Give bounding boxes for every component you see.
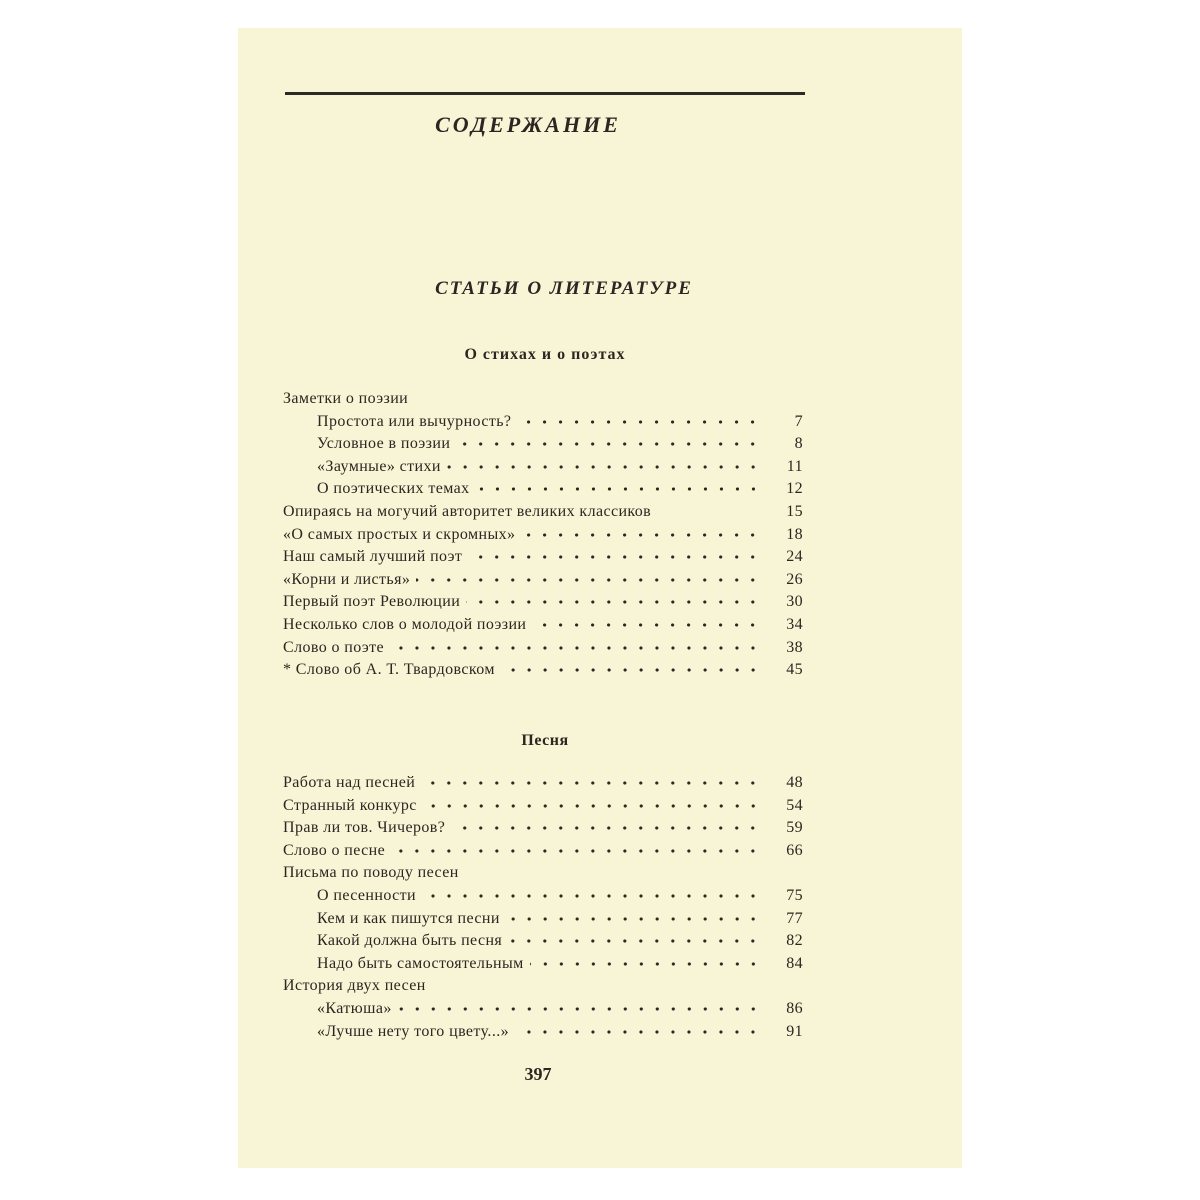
dot-leader — [451, 824, 761, 832]
toc-entry-label: Надо быть самостоятельным — [317, 954, 524, 972]
dot-leader — [506, 915, 761, 923]
toc-entry — [283, 998, 803, 1021]
toc-page-number: 54 — [786, 796, 803, 814]
toc-entry — [283, 840, 803, 863]
top-rule — [285, 92, 805, 95]
dot-leader — [508, 937, 761, 945]
toc-entry — [283, 862, 803, 885]
toc-entry-label: Наш самый лучший поэт — [283, 548, 463, 566]
toc-page-number: 11 — [786, 457, 803, 475]
toc-entry — [283, 433, 803, 456]
toc-entry — [283, 1021, 803, 1044]
dot-leader — [532, 621, 761, 629]
toc-page-number: 59 — [786, 819, 803, 837]
toc-entry-label: «О самых простых и скромных» — [283, 525, 516, 543]
toc-page-number: 24 — [786, 548, 803, 566]
toc-entry-label: Письма по поводу песен — [283, 864, 459, 882]
toc-entry-label: Работа над песней — [283, 774, 416, 791]
toc-page-number: 8 — [794, 435, 803, 453]
subsection-heading-song: Песня — [521, 732, 569, 749]
toc-list-song — [283, 772, 803, 1043]
toc-entry — [283, 953, 803, 976]
toc-entry — [283, 591, 803, 614]
dot-leader — [530, 960, 761, 968]
toc-entry — [283, 795, 803, 818]
toc-entry-label: Несколько слов о молодой поэзии — [283, 615, 527, 633]
toc-entry-label: О поэтических темах — [317, 480, 470, 498]
dot-leader — [521, 531, 761, 539]
toc-entry-label: «Заумные» стихи — [317, 457, 441, 475]
toc-entry-label: Заметки о поэзии — [283, 390, 409, 407]
toc-entry — [283, 546, 803, 569]
dot-leader — [422, 892, 761, 900]
toc-entry-label: История двух песен — [283, 977, 426, 995]
toc-entry-label: Прав ли тов. Чичеров? — [283, 819, 446, 837]
toc-page-number: 48 — [786, 774, 803, 791]
dot-leader — [466, 598, 761, 606]
toc-entry — [283, 388, 803, 411]
dot-leader — [517, 418, 761, 426]
toc-entry — [283, 930, 803, 953]
toc-page-number: 15 — [786, 502, 803, 520]
toc-entry — [283, 501, 803, 524]
toc-entry-label: Условное в поэзии — [317, 435, 451, 453]
toc-page-number: 45 — [786, 661, 803, 679]
toc-entry — [283, 817, 803, 840]
section-title: СТАТЬИ О ЛИТЕРАТУРЕ — [435, 278, 693, 299]
toc-entry — [283, 908, 803, 931]
dot-leader — [476, 485, 761, 493]
toc-page-number: 34 — [786, 615, 803, 633]
toc-page-number: 12 — [786, 480, 803, 498]
toc-entry-label: Опираясь на могучий авторитет великих классиков — [283, 502, 652, 520]
dot-leader — [391, 847, 761, 855]
page-title: СОДЕРЖАНИЕ — [435, 112, 621, 137]
toc-page-number: 7 — [794, 412, 803, 430]
dot-leader — [456, 440, 761, 448]
toc-entry-label: «Катюша» — [317, 999, 392, 1017]
toc-entry-label: О песенности — [317, 886, 416, 904]
toc-entry — [283, 772, 803, 795]
toc-page-number: 77 — [786, 909, 803, 927]
toc-entry-label: Первый поэт Революции — [283, 593, 461, 611]
toc-page-number: 82 — [786, 932, 803, 950]
toc-entry-label: Какой должна быть песня — [317, 932, 503, 950]
toc-entry-label: «Лучше нету того цвету...» — [317, 1022, 510, 1040]
toc-entry — [283, 659, 803, 682]
toc-entry — [283, 885, 803, 908]
toc-entry — [283, 614, 803, 637]
toc-entry-label: * Слово об А. Т. Твардовском — [283, 661, 495, 679]
dot-leader — [423, 802, 761, 810]
toc-entry — [283, 456, 803, 479]
toc-entry — [283, 637, 803, 660]
toc-entry — [283, 569, 803, 592]
toc-page-number: 91 — [786, 1022, 803, 1040]
toc-entry-label: Слово о песне — [283, 841, 386, 859]
toc-page-number: 30 — [786, 593, 803, 611]
toc-entry-label: Простота или вычурность? — [317, 412, 512, 430]
toc-page-number: 86 — [786, 999, 803, 1017]
dot-leader — [501, 666, 761, 674]
toc-page-number: 84 — [786, 954, 803, 972]
toc-entry-label: Слово о поэте — [283, 638, 385, 656]
toc-entry-label: Странный конкурс — [283, 796, 417, 814]
subsection-heading-poetry: О стихах и о поэтах — [464, 346, 626, 363]
toc-entry-label: Кем и как пишутся песни — [317, 909, 500, 927]
toc-entry — [283, 411, 803, 434]
toc-page-number: 26 — [786, 570, 803, 588]
dot-leader — [421, 779, 761, 787]
toc-entry — [283, 524, 803, 547]
toc-page-number: 38 — [786, 638, 803, 656]
dot-leader — [416, 576, 761, 584]
toc-list-poetry — [283, 388, 803, 682]
dot-leader — [447, 463, 761, 471]
dot-leader — [657, 508, 761, 516]
toc-entry — [283, 478, 803, 501]
toc-entry — [283, 975, 803, 998]
dot-leader — [515, 1028, 761, 1036]
page-number: 397 — [524, 1064, 552, 1084]
dot-leader — [390, 644, 761, 652]
toc-page-number: 66 — [786, 841, 803, 859]
dot-leader — [468, 553, 761, 561]
toc-page-number: 75 — [786, 886, 803, 904]
toc-page-number: 18 — [786, 525, 803, 543]
toc-entry-label: «Корни и листья» — [283, 570, 411, 588]
dot-leader — [398, 1005, 761, 1013]
